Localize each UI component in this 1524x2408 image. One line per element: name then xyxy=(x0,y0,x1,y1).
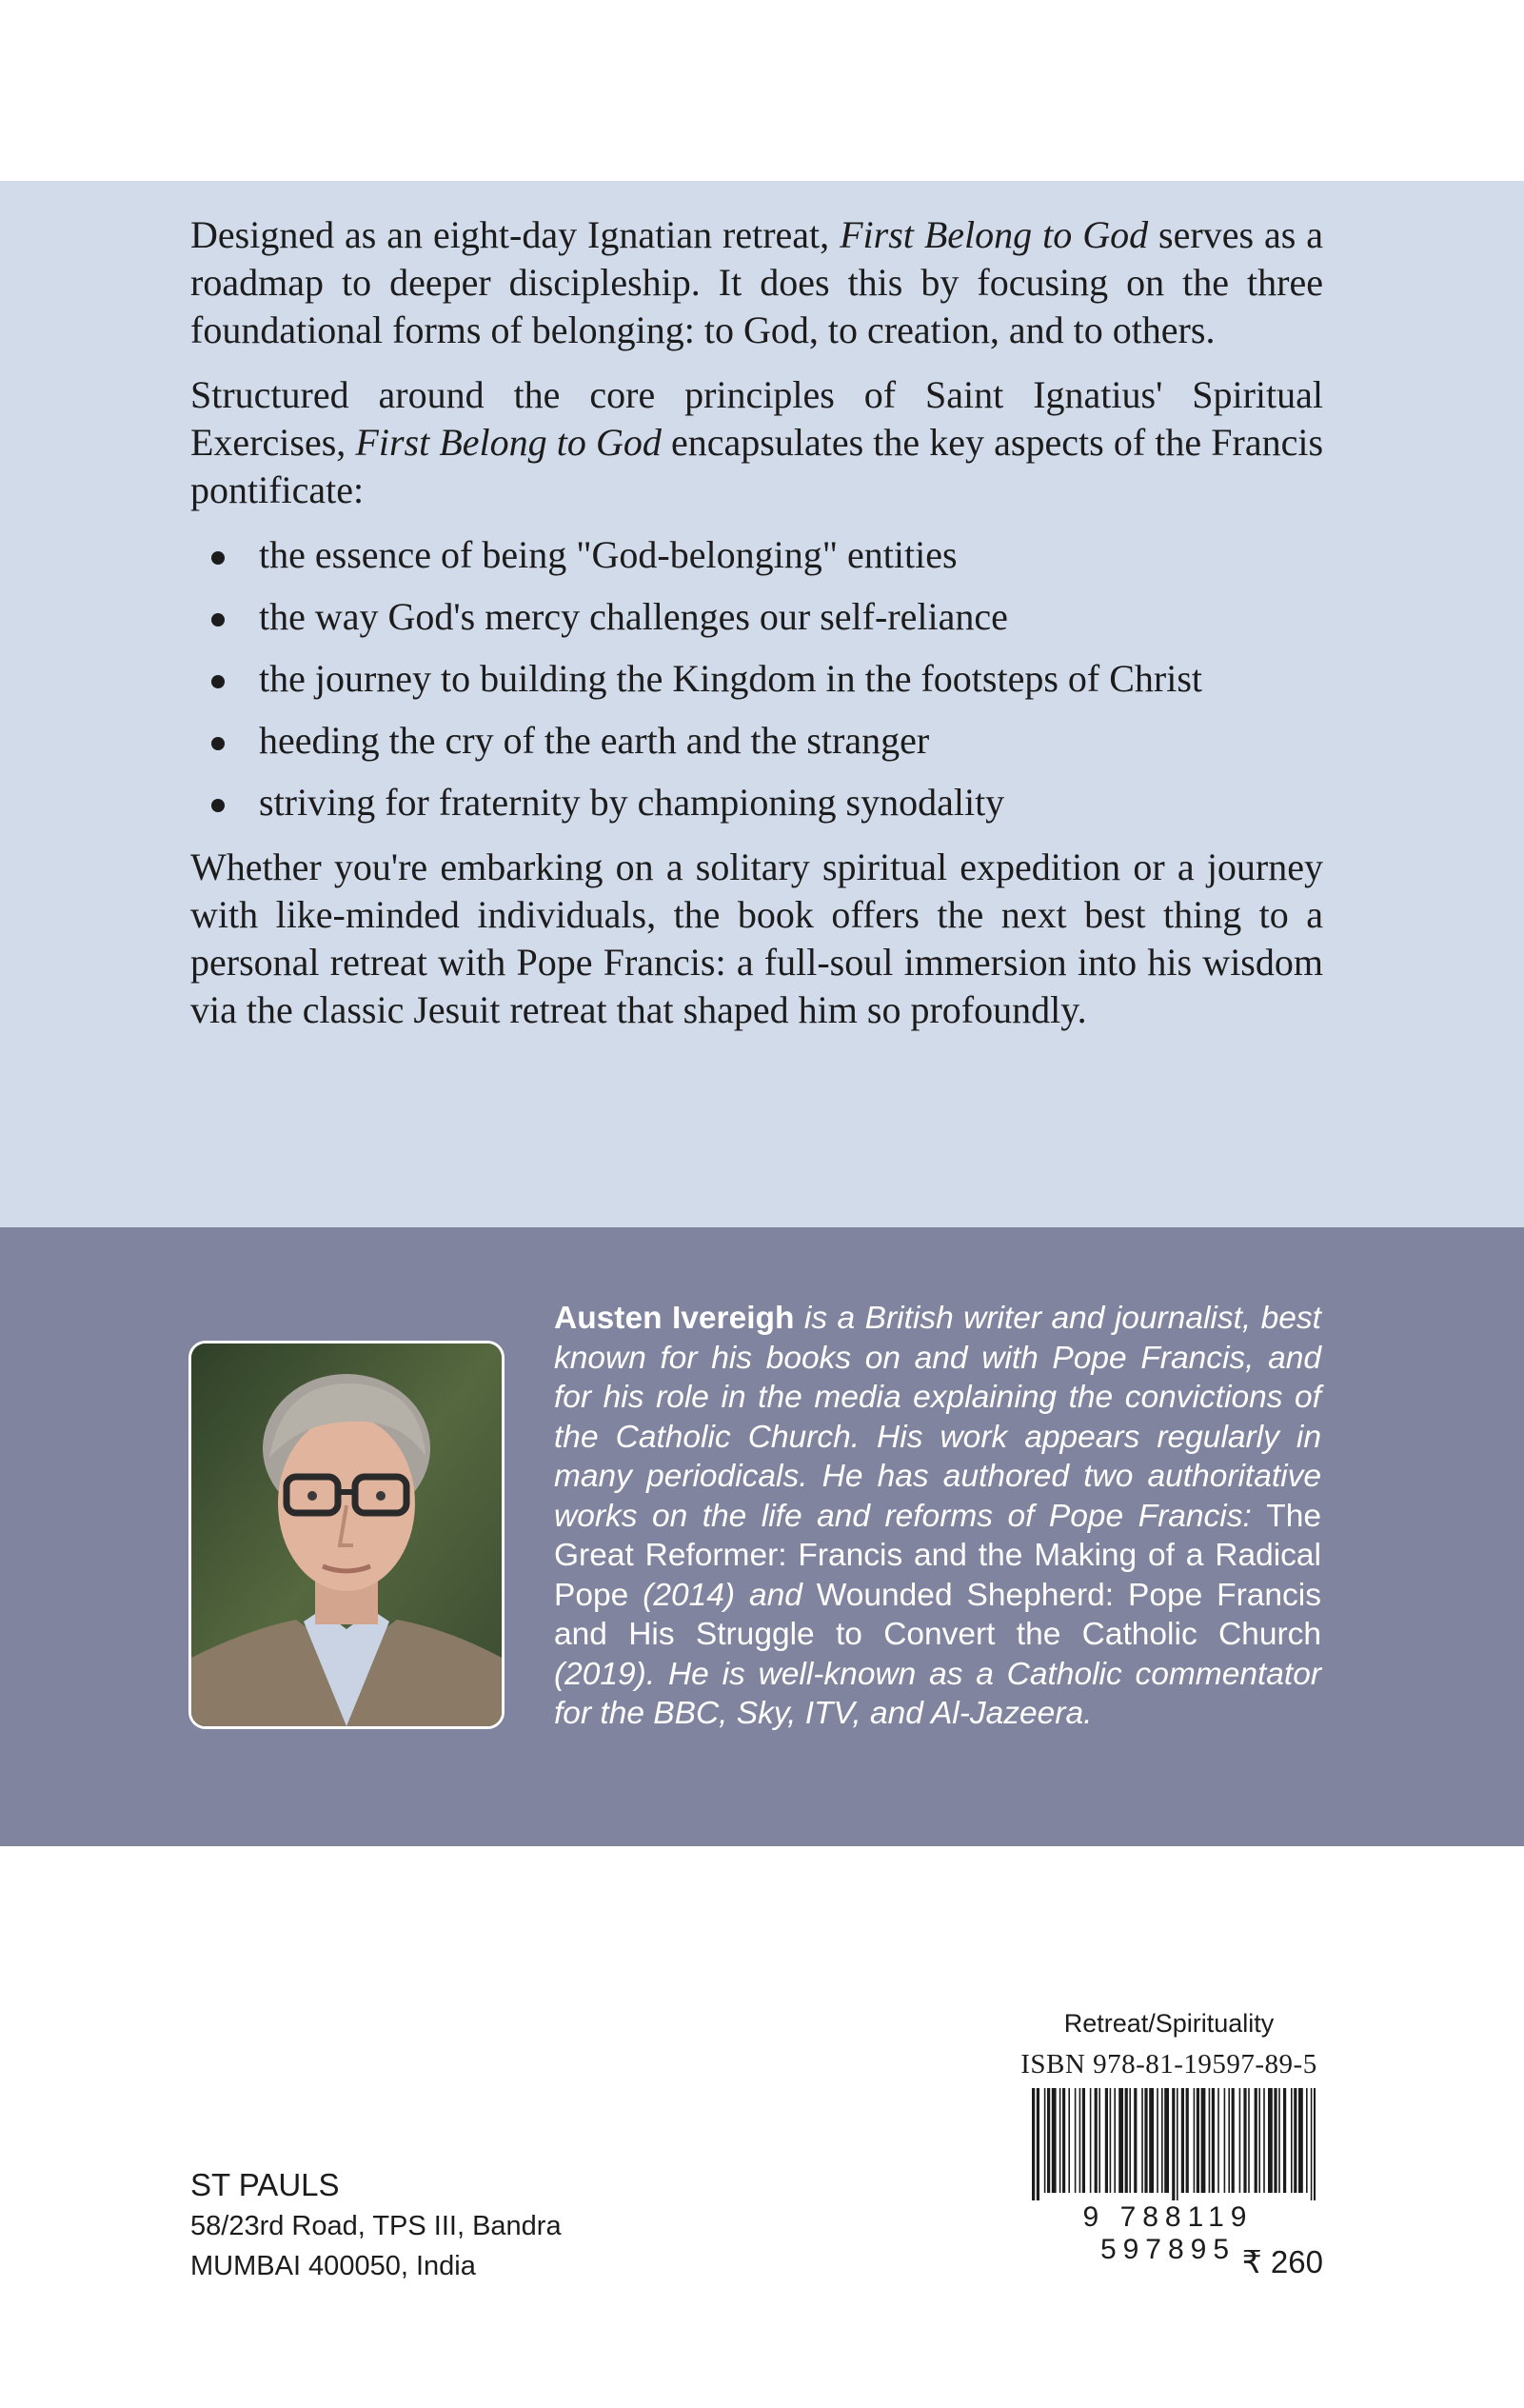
publisher-address-line-2: MUMBAI 400050, India xyxy=(190,2251,476,2281)
publisher-address-line-1: 58/23rd Road, TPS III, Bandra xyxy=(190,2211,562,2241)
list-item: the way God's mercy challenges our self-reliance xyxy=(190,593,1323,641)
bullet-icon xyxy=(211,799,225,812)
publisher-block xyxy=(190,2164,562,2286)
author-photo xyxy=(188,1341,505,1729)
list-item: heeding the cry of the earth and the stranger xyxy=(190,717,1323,765)
barcode-icon xyxy=(1030,2088,1316,2200)
bullet-icon xyxy=(211,737,225,750)
author-name: Austen Ivereigh xyxy=(554,1301,795,1336)
isbn: ISBN 978-81-19597-89-5 xyxy=(1020,2049,1317,2080)
author-bio: Austen Ivereigh is a British writer and journalist, best known for his books on and with Pope Francis, and for his role in the media explaining the convictions of the Catholic Church. His work appears regularly in many periodicals. He has authored two authoritative works on the life and reforms of Pope Francis: The Great Reformer: Francis and the Making of a Radical Pope (2014) and Wounded Shepherd: Pope Francis and His Struggle to Convert the Catholic Church (2019). He is well-known as a Catholic commentator for the BBC, Sky, ITV, and Al-Jazeera. xyxy=(554,1301,1321,1731)
blurb-paragraph-1: Designed as an eight-day Ignatian retreat, First Belong to God serves as a roadmap to deeper discipleship. It does this by focusing on the three foundational forms of belonging: to God, to creation, and to others. xyxy=(190,213,1323,351)
book-title: The Great Reformer: Francis and the Making of a Radical Pope xyxy=(554,1498,1321,1613)
book-category: Retreat/Spirituality xyxy=(1063,2009,1275,2038)
book-title: First Belong to God xyxy=(355,421,662,464)
book-title: First Belong to God xyxy=(840,213,1149,256)
barcode-digits: 9 788119 597895 xyxy=(1082,2201,1254,2265)
author-portrait-icon xyxy=(191,1343,502,1726)
list-item: the journey to building the Kingdom in the footsteps of Christ xyxy=(190,655,1323,703)
book-blurb xyxy=(190,211,1323,1051)
bullet-icon xyxy=(211,613,225,627)
price: ₹ 260 xyxy=(1241,2244,1323,2279)
bullet-icon xyxy=(211,551,225,565)
blurb-paragraph-3: Whether you're embarking on a solitary spiritual expedition or a journey with like-minded individuals, the book offers the next best thing to a personal retreat with Pope Francis: a full-soul immersion into his wisdom via the classic Jesuit retreat that shaped him so profoundly. xyxy=(190,846,1323,1031)
list-item: striving for fraternity by championing synodality xyxy=(190,779,1323,826)
book-title: Wounded Shepherd: Pope Francis and His Struggle to Convert the Catholic Church xyxy=(554,1577,1321,1652)
top-margin xyxy=(0,0,1524,181)
list-item: the essence of being "God-belonging" entities xyxy=(190,531,1323,579)
bullet-icon xyxy=(211,675,225,688)
publisher-name: ST PAULS xyxy=(190,2167,340,2202)
blurb-paragraph-2: Structured around the core principles of Saint Ignatius' Spiritual Exercises, First Belong to God encapsulates the key aspects of the Francis pontificate: xyxy=(190,373,1324,511)
key-aspects-list xyxy=(190,531,1323,826)
